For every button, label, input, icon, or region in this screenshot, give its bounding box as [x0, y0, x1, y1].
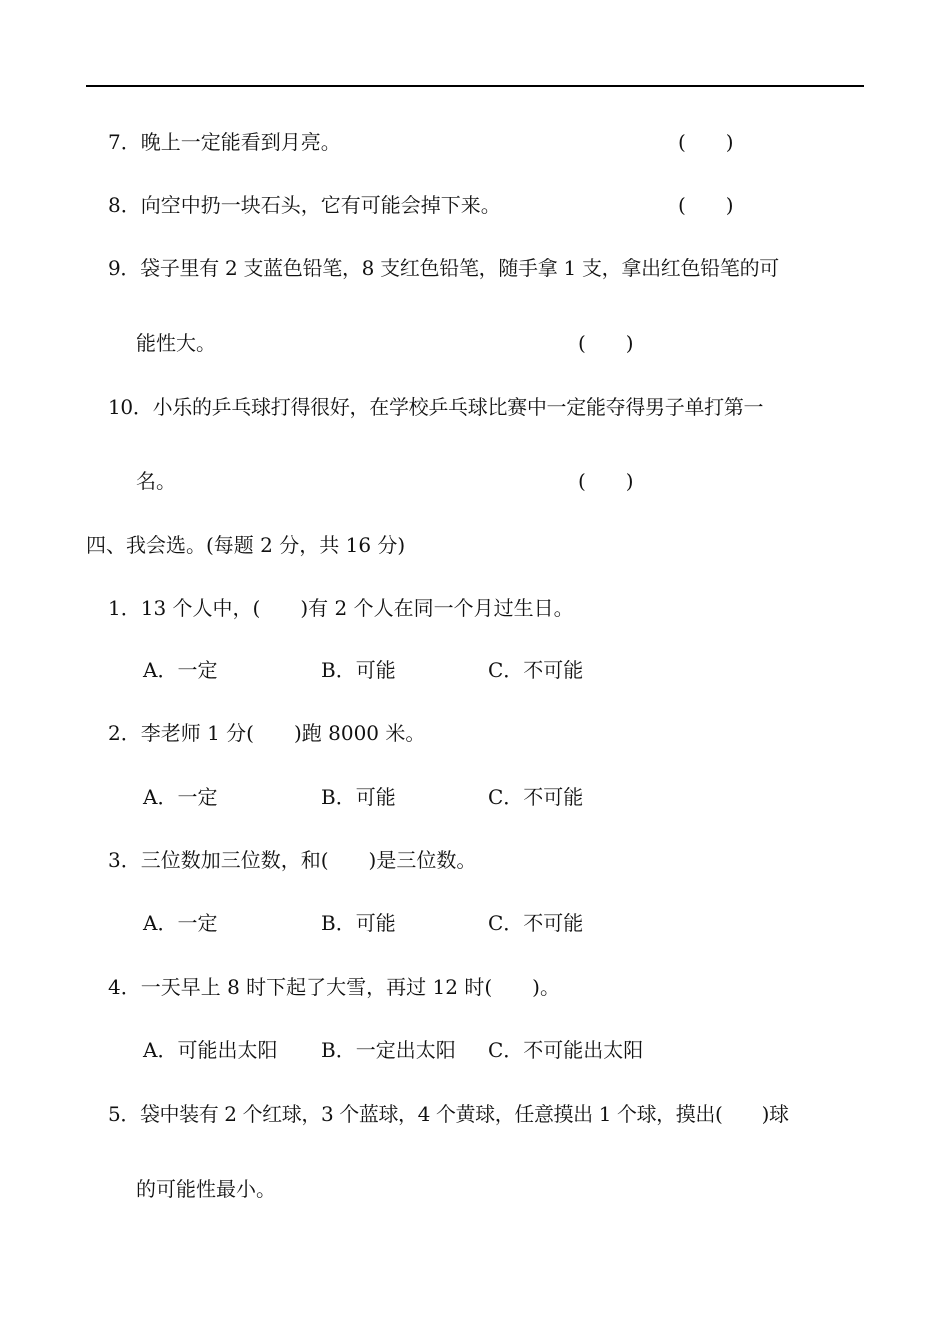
option-b[interactable]: B．可能	[321, 911, 396, 935]
option-b[interactable]: B．可能	[321, 658, 396, 682]
item-text: 小乐的乒乓球打得很好，在学校乒乓球比赛中一定能夺得男子单打第一	[152, 395, 764, 419]
item-number: 5．	[108, 1102, 140, 1126]
item-number: 3．	[108, 848, 141, 872]
item-text: 向空中扔一块石头，它有可能会掉下来。	[140, 193, 501, 217]
option-a[interactable]: A．可能出太阳	[143, 1038, 278, 1062]
item-number: 1．	[108, 596, 141, 620]
item-number: 8．	[108, 193, 141, 217]
item-text: 一天早上 8 时下起了大雪，再过 12 时( )。	[140, 975, 560, 999]
judge-item-7	[108, 129, 341, 155]
option-a[interactable]: A．一定	[143, 658, 218, 682]
choice-question-4	[108, 974, 560, 1000]
option-c[interactable]: C．不可能	[488, 911, 584, 935]
choice-question-1	[108, 595, 574, 621]
option-b[interactable]: B．可能	[321, 785, 396, 809]
section-title: 四、我会选。(每题 2 分，共 16 分)	[86, 533, 406, 557]
answer-blank[interactable]: ( )	[578, 331, 634, 355]
item-text: 13 个人中，( )有 2 个人在同一个月过生日。	[140, 596, 574, 620]
choice-question-5	[108, 1101, 789, 1127]
item-number: 2．	[108, 721, 141, 745]
header-rule	[86, 85, 864, 87]
option-c[interactable]: C．不可能	[488, 658, 584, 682]
option-c[interactable]: C．不可能出太阳	[488, 1038, 644, 1062]
item-number: 9．	[108, 256, 141, 280]
item-text: 李老师 1 分( )跑 8000 米。	[140, 721, 426, 745]
item-text: 袋子里有 2 支蓝色铅笔，8 支红色铅笔，随手拿 1 支，拿出红色铅笔的可	[140, 256, 779, 280]
item-number: 10．	[108, 395, 153, 419]
item-text-continued: 能性大。	[136, 331, 216, 355]
item-text-continued: 名。	[136, 469, 176, 493]
judge-item-9	[108, 255, 779, 281]
item-number: 7．	[108, 130, 141, 154]
item-text: 三位数加三位数，和( )是三位数。	[140, 848, 477, 872]
option-c[interactable]: C．不可能	[488, 785, 584, 809]
item-text: 袋中装有 2 个红球，3 个蓝球，4 个黄球，任意摸出 1 个球，摸出( )球	[139, 1102, 789, 1126]
option-a[interactable]: A．一定	[143, 911, 218, 935]
item-text: 晚上一定能看到月亮。	[140, 130, 341, 154]
item-number: 4．	[108, 975, 141, 999]
choice-question-2	[108, 720, 425, 746]
answer-blank[interactable]: ( )	[578, 469, 634, 493]
option-b[interactable]: B．一定出太阳	[321, 1038, 456, 1062]
item-text-continued: 的可能性最小。	[136, 1177, 276, 1201]
answer-blank[interactable]: ( )	[678, 193, 734, 217]
option-a[interactable]: A．一定	[143, 785, 218, 809]
choice-question-3	[108, 847, 476, 873]
judge-item-10	[108, 394, 763, 420]
answer-blank[interactable]: ( )	[678, 130, 734, 154]
judge-item-8	[108, 192, 501, 218]
